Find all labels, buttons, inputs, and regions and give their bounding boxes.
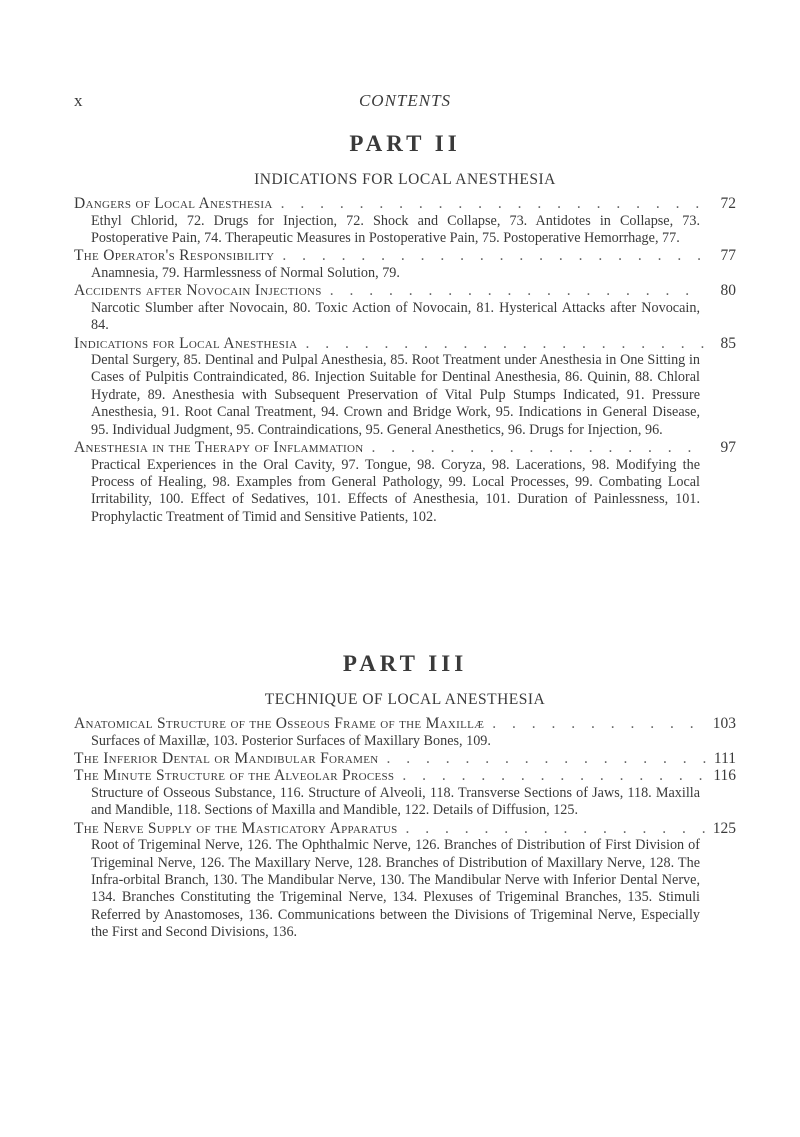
toc-entry bbox=[74, 335, 736, 440]
dot-leader bbox=[363, 439, 706, 457]
toc-entry bbox=[74, 820, 736, 942]
toc-entry-page: 77 bbox=[720, 247, 736, 265]
toc-entry bbox=[74, 195, 736, 247]
toc-entry-title: Indications for Local Anesthesia bbox=[74, 334, 298, 352]
part-subtitle: INDICATIONS FOR LOCAL ANESTHESIA bbox=[254, 171, 556, 188]
dot-leader bbox=[273, 195, 706, 213]
toc-entry bbox=[74, 767, 736, 819]
running-title: CONTENTS bbox=[358, 91, 452, 110]
toc-entry-page: 80 bbox=[720, 282, 736, 300]
toc-entry-title: The Minute Structure of the Alveolar Process bbox=[74, 767, 395, 785]
dot-leader bbox=[484, 715, 706, 733]
dot-leader bbox=[394, 767, 706, 785]
page-folio: x bbox=[74, 91, 83, 110]
toc-entry-topics: Root of Trigeminal Nerve, 126. The Ophthalmic Nerve, 126. Branches of Distribution of First Division of Trigeminal Nerve, 126. The Maxillary Nerve, 128. Branches of Distribution of Maxillary Nerve, 128. The Infra-orbital Branch, 130. The Mandibular Nerve, 130. The Mandibular Nerve with Inferior Dental Nerve, 134. Branches Constituting the Trigeminal Nerve, 134. Plexuses of Trigeminal Branches, 135. Stimuli Referred by Anastomoses, 136. Communications between the Divisions of Trigeminal Nerve, Especially the First and Second Divisions, 136. bbox=[91, 837, 700, 941]
toc-entry bbox=[74, 750, 736, 768]
toc-entry-page: 85 bbox=[720, 334, 736, 352]
part-section bbox=[74, 651, 736, 942]
dot-leader bbox=[274, 247, 706, 265]
toc-entry-title: The Nerve Supply of the Masticatory Apparatus bbox=[74, 819, 398, 837]
toc-entry-title: Dangers of Local Anesthesia bbox=[74, 195, 273, 212]
toc-entry-page: 125 bbox=[712, 819, 736, 837]
running-head bbox=[74, 91, 736, 115]
toc-entry bbox=[74, 439, 736, 526]
toc-entry-title: Accidents after Novocain Injections bbox=[74, 282, 322, 300]
toc-entry-topics: Surfaces of Maxillæ, 103. Posterior Surfaces of Maxillary Bones, 109. bbox=[91, 732, 491, 749]
toc-entry-page: 103 bbox=[712, 715, 736, 732]
dot-leader bbox=[379, 750, 706, 768]
part-heading: PART II bbox=[349, 131, 461, 156]
toc-entry-topics: Ethyl Chlorid, 72. Drugs for Injection, 72. Shock and Collapse, 73. Antidotes in Collapse, 73. Postoperative Pain, 74. Therapeutic Measures in Postoperative Pain, 75. Postoperative Hemorrhage, 77. bbox=[91, 212, 700, 246]
dot-leader bbox=[322, 282, 706, 300]
toc-entry-title: Anesthesia in the Therapy of Inflammation bbox=[74, 439, 364, 457]
part-section bbox=[74, 131, 736, 526]
toc-entry-title: Anatomical Structure of the Osseous Frame of the Maxillæ bbox=[74, 715, 485, 732]
toc-entry-page: 97 bbox=[720, 439, 736, 457]
toc-entry bbox=[74, 282, 736, 334]
toc-entry bbox=[74, 247, 736, 282]
toc-entry-title: The Operator's Responsibility bbox=[74, 247, 275, 265]
toc-entry-topics: Narcotic Slumber after Novocain, 80. Toxic Action of Novocain, 81. Hysterical Attacks after Novocain, 84. bbox=[91, 299, 700, 334]
toc-entry-topics: Dental Surgery, 85. Dentinal and Pulpal Anesthesia, 85. Root Treatment under Anesthesia in One Sitting in Cases of Pulpitis Contraindicated, 86. Injection Suitable for Dentinal Anesthesia, 86. Quinin, 88. Chloral Hydrate, 89. Anesthesia with Subsequent Preservation of Vital Pulp Stumps Indicated, 91. Pressure Anesthesia, 91. Root Canal Treatment, 94. Crown and Bridge Work, 95. Indications in General Disease, 95. Individual Judgment, 95. Contraindications, 95. General Anesthetics, 96. Drugs for Injection, 96. bbox=[91, 352, 700, 438]
part-subtitle: TECHNIQUE OF LOCAL ANESTHESIA bbox=[264, 691, 546, 708]
toc-entry-page: 111 bbox=[713, 749, 736, 767]
toc-entry-page: 116 bbox=[713, 767, 736, 785]
dot-leader bbox=[297, 335, 706, 353]
toc-entry-topics: Anamnesia, 79. Harmlessness of Normal Solution, 79. bbox=[91, 264, 400, 281]
dot-leader bbox=[398, 820, 707, 838]
toc-entry-page: 72 bbox=[720, 195, 736, 212]
toc-entry-topics: Structure of Osseous Substance, 116. Structure of Alveoli, 118. Transverse Sections of Jaws, 118. Maxilla and Mandible, 118. Sections of Maxilla and Mandible, 122. Details of Diffusion, 125. bbox=[91, 784, 700, 819]
toc-entry bbox=[74, 715, 736, 750]
part-heading: PART III bbox=[342, 651, 468, 676]
toc-entry-topics: Practical Experiences in the Oral Cavity, 97. Tongue, 98. Coryza, 98. Lacerations, 98. Modifying the Process of Healing, 98. Examples from General Pathology, 99. Local Processes, 99. Combating Local Irritability, 100. Effect of Sedatives, 101. Effects of Anesthesia, 101. Duration of Painlessness, 101. Prophylactic Treatment of Timid and Sensitive Patients, 102. bbox=[91, 456, 700, 525]
toc-entry-title: The Inferior Dental or Mandibular Foramen bbox=[74, 749, 379, 767]
